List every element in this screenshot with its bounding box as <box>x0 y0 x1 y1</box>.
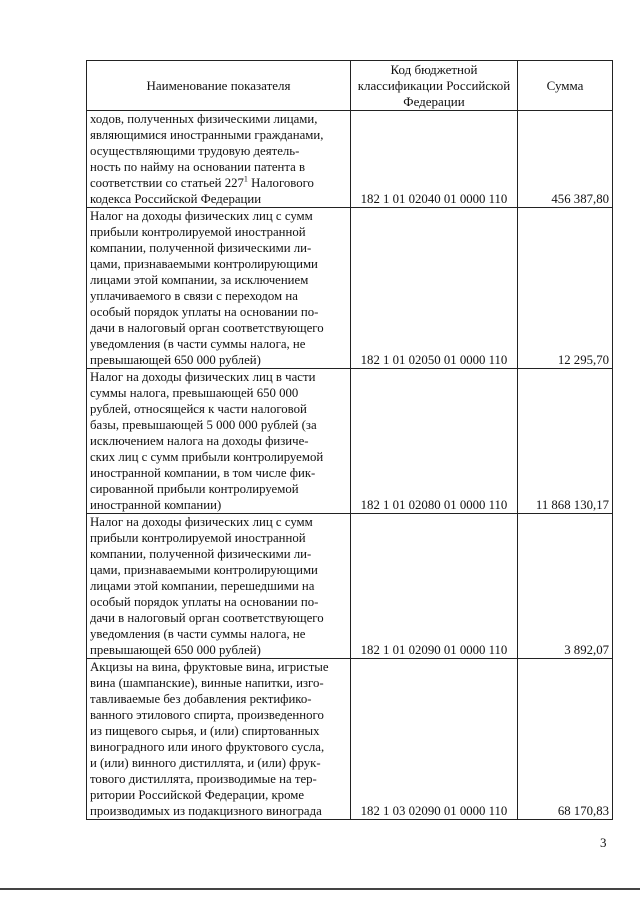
table-row <box>87 659 613 820</box>
row-sum: 3 892,07 <box>518 514 613 659</box>
table-header-row <box>87 61 613 111</box>
row-code: 182 1 03 02090 01 0000 110 <box>351 659 518 820</box>
row-sum: 456 387,80 <box>518 111 613 208</box>
scan-edge-divider <box>0 888 640 890</box>
budget-table <box>86 60 613 820</box>
row-name: ходов, полученных физическими лицами, являющимися иностранными гражданами, осуществляющими трудовую деятель- ность по найму на основании патента в соответствии со статьей $227^1$ Налогового кодекса Российской Федерации <box>87 111 351 208</box>
row-sum: 68 170,83 <box>518 659 613 820</box>
header-sum: Сумма <box>518 61 613 111</box>
table-row <box>87 369 613 514</box>
header-name: Наименование показателя <box>87 61 351 111</box>
row-sum: 12 295,70 <box>518 208 613 369</box>
row-code: 182 1 01 02090 01 0000 110 <box>351 514 518 659</box>
page-number: 3 <box>600 835 607 850</box>
row-name: Налог на доходы физических лиц в части суммы налога, превышающей 650 000 рублей, относящейся к части налоговой базы, превышающей 5 000 000 рублей (за исключением налога на доходы физиче- ских лиц с сумм прибыли контролируемой иностранной компании, в том числе фик- сированной прибыли контролируемой иностранной компании) <box>87 369 351 514</box>
header-code: Код бюджетной классификации Российской Федерации <box>351 61 518 111</box>
table-row <box>87 208 613 369</box>
row-code: 182 1 01 02040 01 0000 110 <box>351 111 518 208</box>
table-row <box>87 514 613 659</box>
table-row <box>87 111 613 208</box>
row-sum: 11 868 130,17 <box>518 369 613 514</box>
row-code: 182 1 01 02080 01 0000 110 <box>351 369 518 514</box>
row-code: 182 1 01 02050 01 0000 110 <box>351 208 518 369</box>
row-name: Налог на доходы физических лиц с сумм прибыли контролируемой иностранной компании, полученной физическими ли- цами, признаваемыми контролирующими лицами этой компании, перешедшими на особый порядок уплаты на основании по- дачи в налоговый орган соответствующего уведомления (в части суммы налога, не превышающей 650 000 рублей) <box>87 514 351 659</box>
row-name: Налог на доходы физических лиц с сумм прибыли контролируемой иностранной компании, полученной физическими ли- цами, признаваемыми контролирующими лицами этой компании, за исключением уплачиваемого в связи с переходом на особый порядок уплаты на основании по- дачи в налоговый орган соответствующего уведомления (в части суммы налога, не превышающей 650 000 рублей) <box>87 208 351 369</box>
row-name: Акцизы на вина, фруктовые вина, игристые вина (шампанские), винные напитки, изго- тавливаемые без добавления ректифико- ванного этилового спирта, произведенного из пищевого сырья, и (или) спиртованных виноградного или иного фруктового сусла, и (или) винного дистиллята, и (или) фрук- тового дистиллята, производимые на тер- ритории Российской Федерации, кроме производимых из подакцизного винограда <box>87 659 351 820</box>
